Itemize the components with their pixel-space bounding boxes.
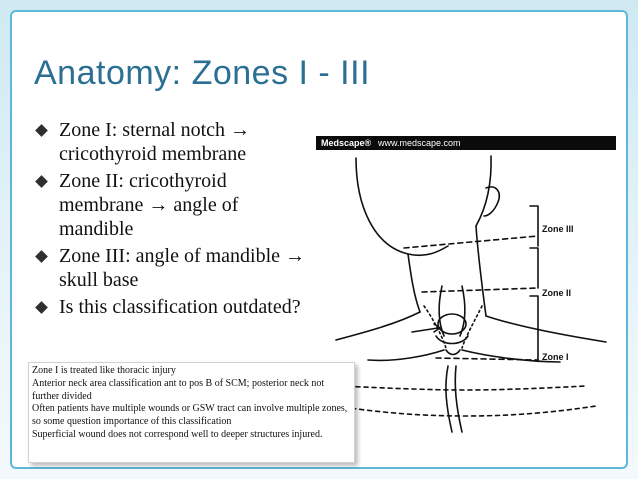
zone-label: Zone III [542, 224, 574, 234]
neck-illustration [316, 136, 616, 441]
notes-box [28, 362, 355, 463]
bullet-item [35, 118, 315, 166]
figure-url: www.medscape.com [378, 138, 461, 148]
figure-brand: Medscape® [321, 138, 372, 148]
bullet-icon [35, 301, 47, 313]
zone-label: Zone I [542, 352, 569, 362]
zone-label: Zone II [542, 288, 571, 298]
neck-zones-figure [316, 136, 616, 441]
note-line: Superficial wound does not correspond well to deeper structures injured. [32, 428, 323, 440]
bullet-text: Is this classification outdated? [59, 296, 301, 318]
bullet-item [35, 244, 315, 292]
bullet-item [35, 295, 315, 319]
note-line: Zone I is treated like thoracic injury [32, 365, 176, 376]
bullet-text: Zone II: cricothyroid membrane → angle of mandible [59, 170, 239, 240]
bullet-icon [35, 124, 47, 136]
bullet-item [35, 169, 315, 241]
slide-title: Anatomy: Zones I - III [34, 54, 371, 92]
note-line: Anterior neck area classification ant to pos B of SCM; posterior neck not further divided [32, 377, 325, 402]
note-line: Often patients have multiple wounds or GSW tract can involve multiple zones, so some question importance of this classification [32, 403, 348, 428]
bullet-text: Zone I: sternal notch → cricothyroid membrane [59, 119, 251, 165]
bullet-list [35, 118, 315, 322]
bullet-icon [35, 250, 47, 262]
bullet-text: Zone III: angle of mandible → skull base [59, 245, 306, 291]
bullet-icon [35, 175, 47, 187]
